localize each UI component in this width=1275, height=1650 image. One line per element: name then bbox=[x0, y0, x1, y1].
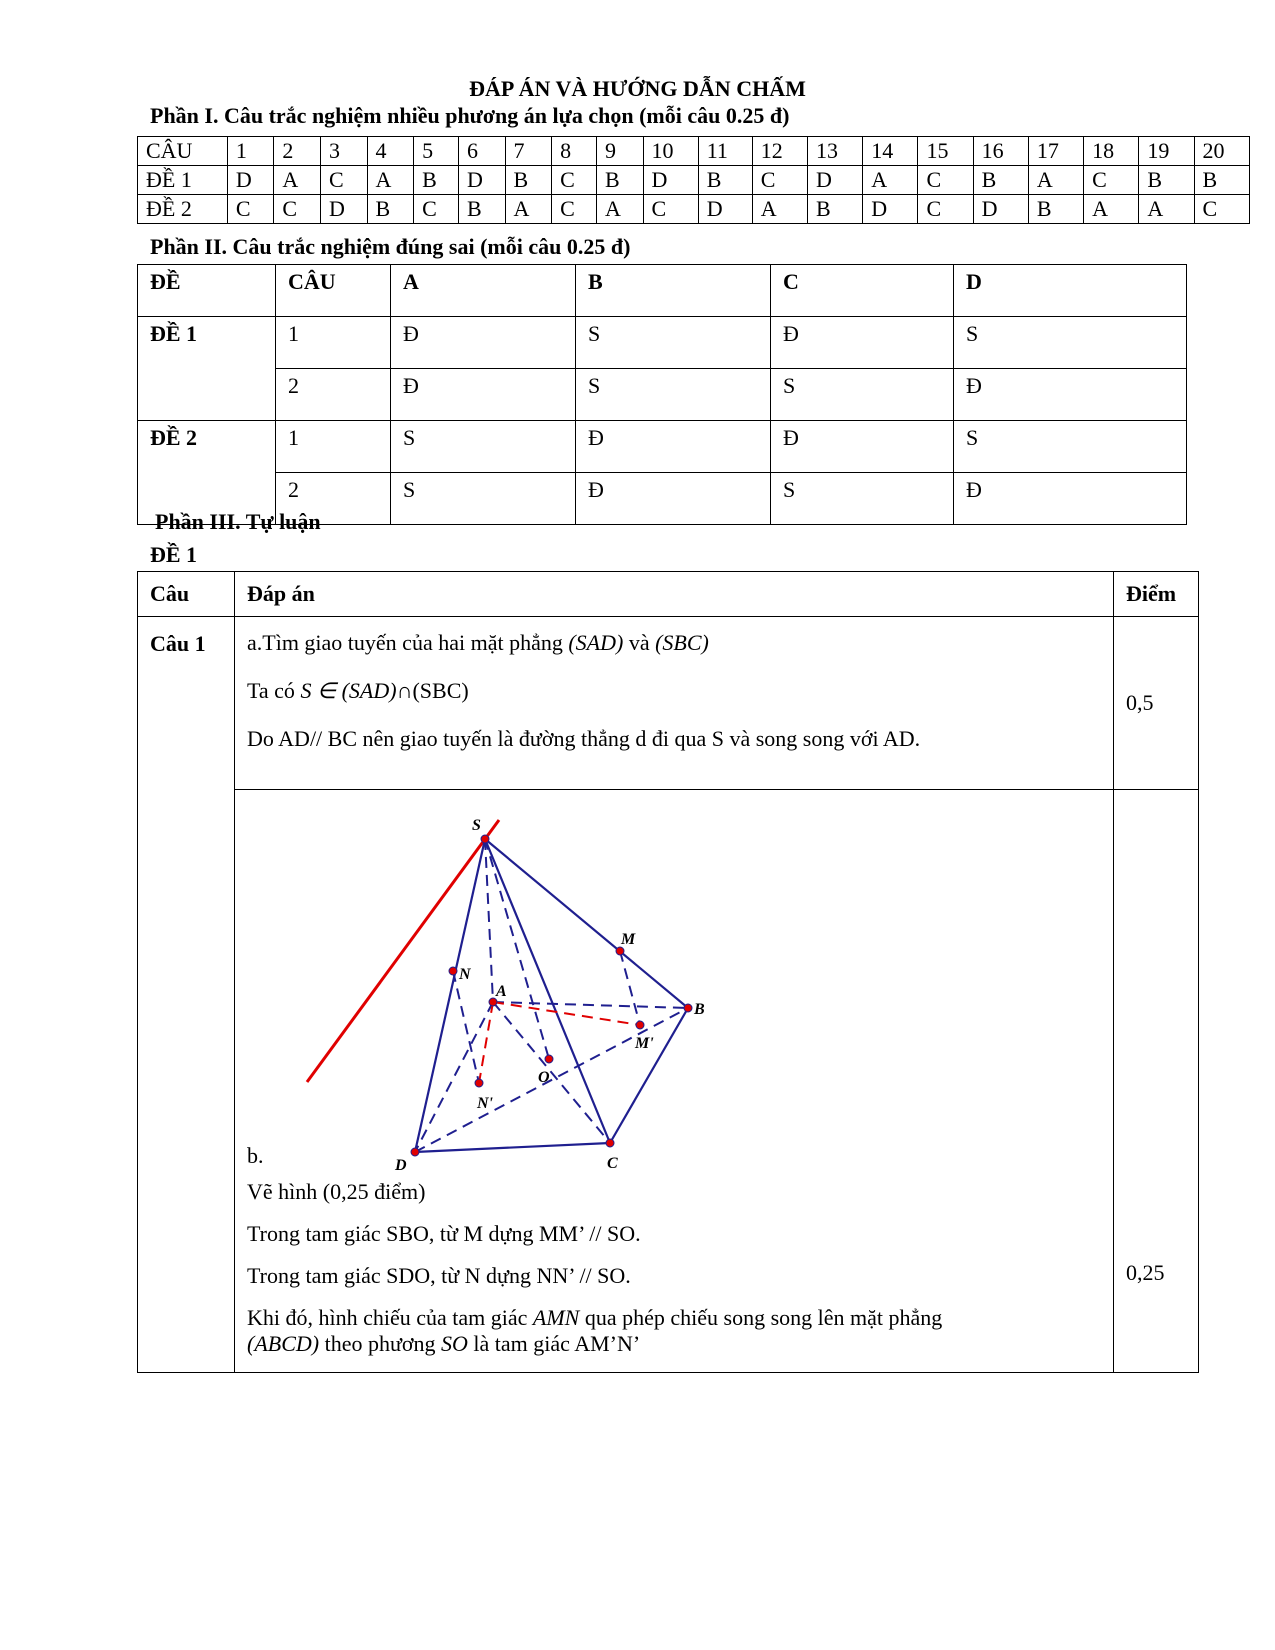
header-cell: 7 bbox=[505, 137, 552, 166]
table-cell: Đ bbox=[954, 369, 1187, 421]
fig-edge-mm bbox=[620, 951, 640, 1025]
header-cell: C bbox=[771, 265, 954, 317]
answer-b-line5 bbox=[247, 1330, 640, 1358]
table-cell: S bbox=[954, 317, 1187, 369]
header-cell: 6 bbox=[458, 137, 505, 166]
answer-cell: B bbox=[973, 166, 1028, 195]
text-run: theo phương bbox=[319, 1331, 442, 1356]
header-cell: 17 bbox=[1028, 137, 1083, 166]
answer-cell: D bbox=[808, 166, 863, 195]
part2-table bbox=[137, 264, 1187, 525]
fig-label-a: A bbox=[496, 983, 507, 1000]
score-cell: 0,5 bbox=[1114, 617, 1199, 790]
answer-cell: A bbox=[274, 166, 321, 195]
header-cell: B bbox=[576, 265, 771, 317]
header-cell: 1 bbox=[227, 137, 274, 166]
header-cell: 15 bbox=[918, 137, 973, 166]
table-cell: 1 bbox=[276, 317, 391, 369]
answer-cell: A bbox=[596, 195, 643, 224]
header-cell: 8 bbox=[552, 137, 597, 166]
fig-label-s: S bbox=[472, 817, 481, 834]
header-cell: 20 bbox=[1194, 137, 1249, 166]
answer-a-line3: Do AD// BC nên giao tuyến là đường thẳng d đi qua S và song song với AD. bbox=[247, 726, 921, 751]
header-cell: 19 bbox=[1139, 137, 1194, 166]
answer-cell: A bbox=[505, 195, 552, 224]
answer-cell: B bbox=[1028, 195, 1083, 224]
table-row bbox=[138, 369, 1187, 421]
fig-edge-dc bbox=[415, 1143, 610, 1152]
answer-cell: B bbox=[596, 166, 643, 195]
answer-cell: A bbox=[1084, 195, 1139, 224]
text-run: là tam giác AM’N’ bbox=[467, 1331, 641, 1356]
text-run: ∩(SBC) bbox=[396, 678, 469, 703]
table-cell: Đ bbox=[391, 317, 576, 369]
answer-cell: D bbox=[863, 195, 918, 224]
math-run: S ∈ (SAD) bbox=[300, 678, 397, 703]
pyramid-figure bbox=[265, 812, 705, 1174]
fig-point-s bbox=[481, 835, 489, 843]
table-cell: Đ bbox=[954, 473, 1187, 525]
table-row bbox=[138, 317, 1187, 369]
fig-label-n: N bbox=[459, 966, 471, 983]
answer-a-line2 bbox=[247, 677, 1101, 705]
answer-cell: D bbox=[643, 166, 698, 195]
answer-a-line1 bbox=[247, 629, 1101, 657]
answer-cell: A bbox=[752, 195, 807, 224]
math-run: SO bbox=[441, 1331, 468, 1356]
table-cell: Đ bbox=[576, 421, 771, 473]
answer-cell: B bbox=[458, 195, 505, 224]
answer-cell: C bbox=[918, 166, 973, 195]
de-cell: ĐỀ 1 bbox=[138, 317, 276, 421]
answer-cell: C bbox=[414, 195, 459, 224]
table-row bbox=[138, 572, 1199, 617]
answer-cell: B bbox=[808, 195, 863, 224]
fig-point-d bbox=[411, 1148, 419, 1156]
math-run: (ABCD) bbox=[247, 1331, 320, 1356]
row-label-cell: ĐỀ 1 bbox=[138, 166, 228, 195]
fig-label-d: D bbox=[395, 1157, 407, 1174]
answer-cell: C bbox=[552, 166, 597, 195]
fig-label-n2: N' bbox=[477, 1095, 493, 1112]
answer-cell: B bbox=[1194, 166, 1249, 195]
fig-point-m2 bbox=[636, 1021, 644, 1029]
table-row bbox=[138, 617, 1199, 790]
header-cell: Đáp án bbox=[235, 572, 1114, 617]
table-cell: 2 bbox=[276, 473, 391, 525]
part2-heading: Phần II. Câu trắc nghiệm đúng sai (mỗi câu 0.25 đ) bbox=[150, 234, 631, 259]
fig-edge-ad bbox=[415, 1002, 493, 1152]
fig-edge-am bbox=[493, 1002, 640, 1025]
part3-heading: Phần III. Tự luận bbox=[155, 509, 321, 534]
answer-cell: D bbox=[973, 195, 1028, 224]
row-label-cell: ĐỀ 2 bbox=[138, 195, 228, 224]
answer-cell: C bbox=[1084, 166, 1139, 195]
header-cell: 2 bbox=[274, 137, 321, 166]
answer-cell: C bbox=[752, 166, 807, 195]
header-cell: 3 bbox=[320, 137, 367, 166]
part1-heading: Phần I. Câu trắc nghiệm nhiều phương án lựa chọn (mỗi câu 0.25 đ) bbox=[150, 103, 790, 128]
text-run: a.Tìm giao tuyến của hai mặt phẳng bbox=[247, 630, 569, 655]
answer-cell: D bbox=[698, 195, 752, 224]
answer-cell: C bbox=[1194, 195, 1249, 224]
math-run: (SBC) bbox=[655, 630, 709, 655]
cau-cell: Câu 1 bbox=[138, 617, 235, 1373]
fig-point-n bbox=[449, 967, 457, 975]
fig-label-m2: M' bbox=[635, 1035, 654, 1052]
answer-b-line3: Trong tam giác SDO, từ N dựng NN’ // SO. bbox=[247, 1263, 631, 1288]
answer-b-line4 bbox=[247, 1304, 942, 1332]
score-cell: 0,25 bbox=[1114, 790, 1199, 1373]
header-cell: D bbox=[954, 265, 1187, 317]
answer-cell-a bbox=[235, 617, 1114, 790]
fig-label-c: C bbox=[607, 1155, 618, 1172]
header-cell: 12 bbox=[752, 137, 807, 166]
header-cell: Câu bbox=[138, 572, 235, 617]
table-cell: S bbox=[771, 369, 954, 421]
fig-point-c bbox=[606, 1139, 614, 1147]
part3-de-label: ĐỀ 1 bbox=[150, 542, 198, 567]
table-cell: S bbox=[954, 421, 1187, 473]
fig-edge-sb bbox=[485, 839, 688, 1008]
header-cell: 13 bbox=[808, 137, 863, 166]
header-cell: Điểm bbox=[1114, 572, 1199, 617]
fig-label-o: O bbox=[538, 1069, 550, 1086]
part3-table bbox=[137, 571, 1199, 1373]
answer-cell: B bbox=[1139, 166, 1194, 195]
table-row bbox=[138, 790, 1199, 1373]
fig-point-o bbox=[545, 1055, 553, 1063]
answer-cell: A bbox=[863, 166, 918, 195]
answer-cell: C bbox=[320, 166, 367, 195]
text-run: Ta có bbox=[247, 678, 301, 703]
answer-cell: C bbox=[552, 195, 597, 224]
answer-cell: B bbox=[698, 166, 752, 195]
table-cell: S bbox=[771, 473, 954, 525]
answer-cell: A bbox=[1139, 195, 1194, 224]
fig-edge-ab bbox=[493, 1002, 688, 1008]
answer-b-label: b. bbox=[247, 1143, 264, 1168]
answer-cell: A bbox=[1028, 166, 1083, 195]
table-cell: Đ bbox=[771, 421, 954, 473]
answer-cell: B bbox=[505, 166, 552, 195]
answer-cell: B bbox=[414, 166, 459, 195]
table-row bbox=[138, 421, 1187, 473]
text-run: qua phép chiếu song song lên mặt phẳng bbox=[579, 1305, 943, 1330]
math-run: AMN bbox=[532, 1305, 580, 1330]
fig-label-b: B bbox=[694, 1001, 705, 1018]
fig-edge-so bbox=[485, 839, 549, 1059]
text-run: Khi đó, hình chiếu của tam giác bbox=[247, 1305, 533, 1330]
answer-b-line1: Vẽ hình (0,25 điểm) bbox=[247, 1179, 426, 1204]
header-cell: 18 bbox=[1084, 137, 1139, 166]
fig-label-m: M bbox=[621, 931, 636, 948]
header-cell: ĐỀ bbox=[138, 265, 276, 317]
table-row bbox=[138, 195, 1250, 224]
header-cell: 11 bbox=[698, 137, 752, 166]
answer-cell: A bbox=[367, 166, 414, 195]
fig-point-b bbox=[684, 1004, 692, 1012]
de-cell: ĐỀ 2 bbox=[138, 421, 276, 525]
text-run: và bbox=[623, 630, 656, 655]
table-cell: S bbox=[391, 473, 576, 525]
answer-cell: D bbox=[458, 166, 505, 195]
table-cell: S bbox=[576, 317, 771, 369]
header-cell: 4 bbox=[367, 137, 414, 166]
table-cell: Đ bbox=[576, 473, 771, 525]
answer-cell: D bbox=[320, 195, 367, 224]
page-title: ĐÁP ÁN VÀ HƯỚNG DẪN CHẤM bbox=[469, 76, 806, 101]
fig-point-m bbox=[616, 947, 624, 955]
fig-point-n2 bbox=[475, 1079, 483, 1087]
table-cell: S bbox=[576, 369, 771, 421]
fig-edge-nn bbox=[453, 971, 479, 1083]
header-cell: 14 bbox=[863, 137, 918, 166]
fig-edge-ac bbox=[493, 1002, 610, 1143]
table-cell: Đ bbox=[771, 317, 954, 369]
answer-cell: C bbox=[918, 195, 973, 224]
part1-table bbox=[137, 136, 1250, 224]
fig-edge-cb bbox=[610, 1008, 688, 1143]
header-cell: 16 bbox=[973, 137, 1028, 166]
table-cell: 1 bbox=[276, 421, 391, 473]
table-row bbox=[138, 265, 1187, 317]
answer-cell-b bbox=[235, 790, 1114, 1373]
table-cell: Đ bbox=[391, 369, 576, 421]
header-cell: CÂU bbox=[276, 265, 391, 317]
header-cell: 9 bbox=[596, 137, 643, 166]
header-cell: 10 bbox=[643, 137, 698, 166]
table-row bbox=[138, 137, 1250, 166]
answer-cell: D bbox=[227, 166, 274, 195]
answer-cell: B bbox=[367, 195, 414, 224]
fig-edge-an bbox=[479, 1002, 493, 1083]
answer-b-line2: Trong tam giác SBO, từ M dựng MM’ // SO. bbox=[247, 1221, 641, 1246]
table-row bbox=[138, 166, 1250, 195]
header-cell: CÂU bbox=[138, 137, 228, 166]
header-cell: 5 bbox=[414, 137, 459, 166]
table-cell: 2 bbox=[276, 369, 391, 421]
header-cell: A bbox=[391, 265, 576, 317]
math-run: (SAD) bbox=[568, 630, 624, 655]
answer-cell: C bbox=[227, 195, 274, 224]
answer-cell: C bbox=[274, 195, 321, 224]
answer-cell: C bbox=[643, 195, 698, 224]
table-cell: S bbox=[391, 421, 576, 473]
